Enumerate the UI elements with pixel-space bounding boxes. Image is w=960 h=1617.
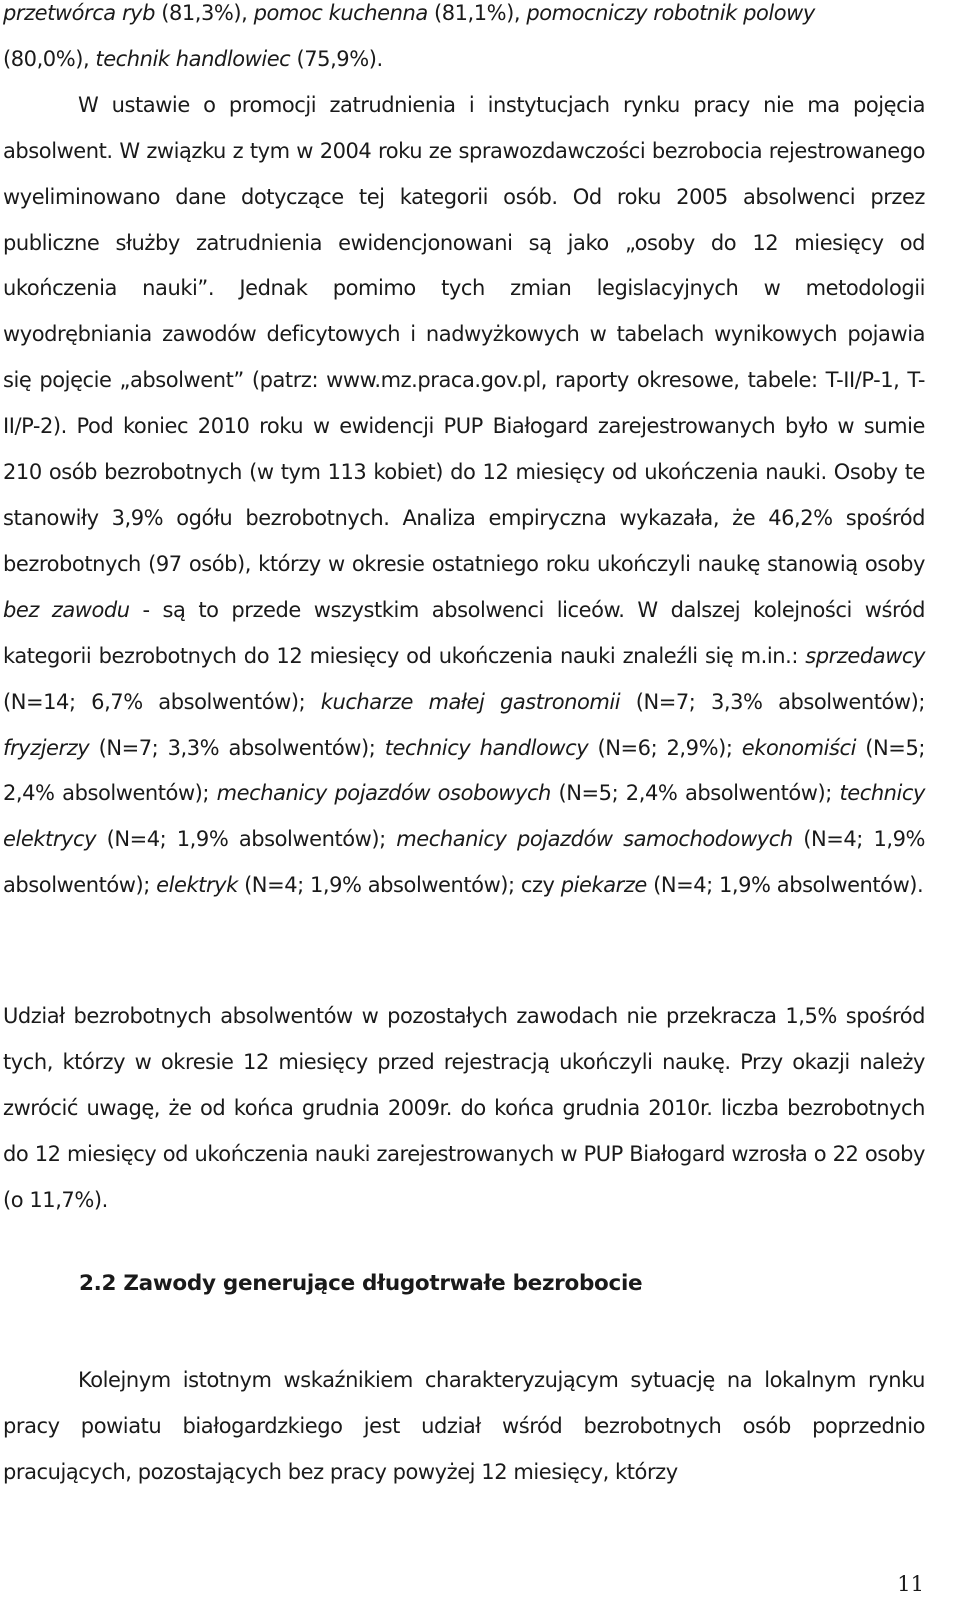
page-number: 11	[897, 1572, 924, 1596]
italic-occupation: pomocniczy robotnik polowy	[526, 1, 815, 25]
paragraph-occupations-continued: przetwórca ryb (81,3%), pomoc kuchenna (81,1%), pomocniczy robotnik polowy (80,0%), technik handlowiec (75,9%).	[3, 1, 815, 71]
paragraph-share: Udział bezrobotnych absolwentów w pozostałych zawodach nie przekracza 1,5% spośród tych, którzy w okresie 12 miesięcy przed rejestracją ukończyli naukę. Przy okazji należy zwrócić uwagę, że od końca grudnia 2009r. do końca grudnia 2010r. liczba bezrobotnych do 12 miesięcy od ukończenia nauki zarejestrowanych w PUP Białogard wzrosła o 22 osoby (o 11,7%).	[3, 1004, 925, 1212]
text-block-lower	[3, 1358, 925, 1496]
italic-occupation: technik handlowiec	[95, 46, 291, 71]
italic-occupation: pomoc kuchenna	[253, 1, 428, 25]
section-heading: 2.2 Zawody generujące długotrwałe bezrobocie	[79, 1271, 643, 1296]
text-block-upper	[3, 0, 925, 909]
paragraph-graduates: W ustawie o promocji zatrudnienia i instytucjach rynku pracy nie ma pojęcia absolwent. W związku z tym w 2004 roku ze sprawozdawczości bezrobocia rejestrowanego wyeliminowano dane dotyczące tej kategorii osób. Od roku 2005 absolwenci przez publiczne służby zatrudnienia ewidencjonowani są jako „osoby do 12 miesięcy od ukończenia nauki”. Jednak pomimo tych zmian legislacyjnych w metodologii wyodrębniania zawodów deficytowych i nadwyżkowych w tabelach wynikowych pojawia się pojęcie „absolwent” (patrz: www.mz.praca.gov.pl, raporty okresowe, tabele: T-II/P-1, T-II/P-2). Pod koniec 2010 roku w ewidencji PUP Białogard zarejestrowanych było w sumie 210 osób bezrobotnych (w tym 113 kobiet) do 12 miesięcy od ukończenia nauki. Osoby te stanowiły 3,9% ogółu bezrobotnych. Analiza empiryczna wykazała, że 46,2% spośród bezrobotnych (97 osób), którzy w okresie ostatniego roku ukończyli naukę stanowią osoby bez zawodu - są to przede wszystkim absolwenci liceów. W dalszej kolejności wśród kategorii bezrobotnych do 12 miesięcy od ukończenia nauki znaleźli się m.in.: sprzedawcy (N=14; 6,7% absolwentów); kucharze małej gastronomii (N=7; 3,3% absolwentów); fryzjerzy (N=7; 3,3% absolwentów); technicy handlowcy (N=6; 2,9%); ekonomiści (N=5; 2,4% absolwentów); mechanicy pojazdów osobowych (N=5; 2,4% absolwentów); technicy elektrycy (N=4; 1,9% absolwentów); mechanicy pojazdów samochodowych (N=4; 1,9% absolwentów); elektryk (N=4; 1,9% absolwentów); czy piekarze (N=4; 1,9% absolwentów).	[3, 92, 925, 898]
text-block-share	[3, 994, 925, 1224]
paragraph-long-term: Kolejnym istotnym wskaźnikiem charakteryzującym sytuację na lokalnym rynku pracy powiatu białogardzkiego jest udział wśród bezrobotnych osób poprzednio pracujących, pozostających bez pracy powyżej 12 miesięcy, którzy	[3, 1368, 925, 1484]
italic-occupation: przetwórca ryb	[3, 1, 155, 25]
